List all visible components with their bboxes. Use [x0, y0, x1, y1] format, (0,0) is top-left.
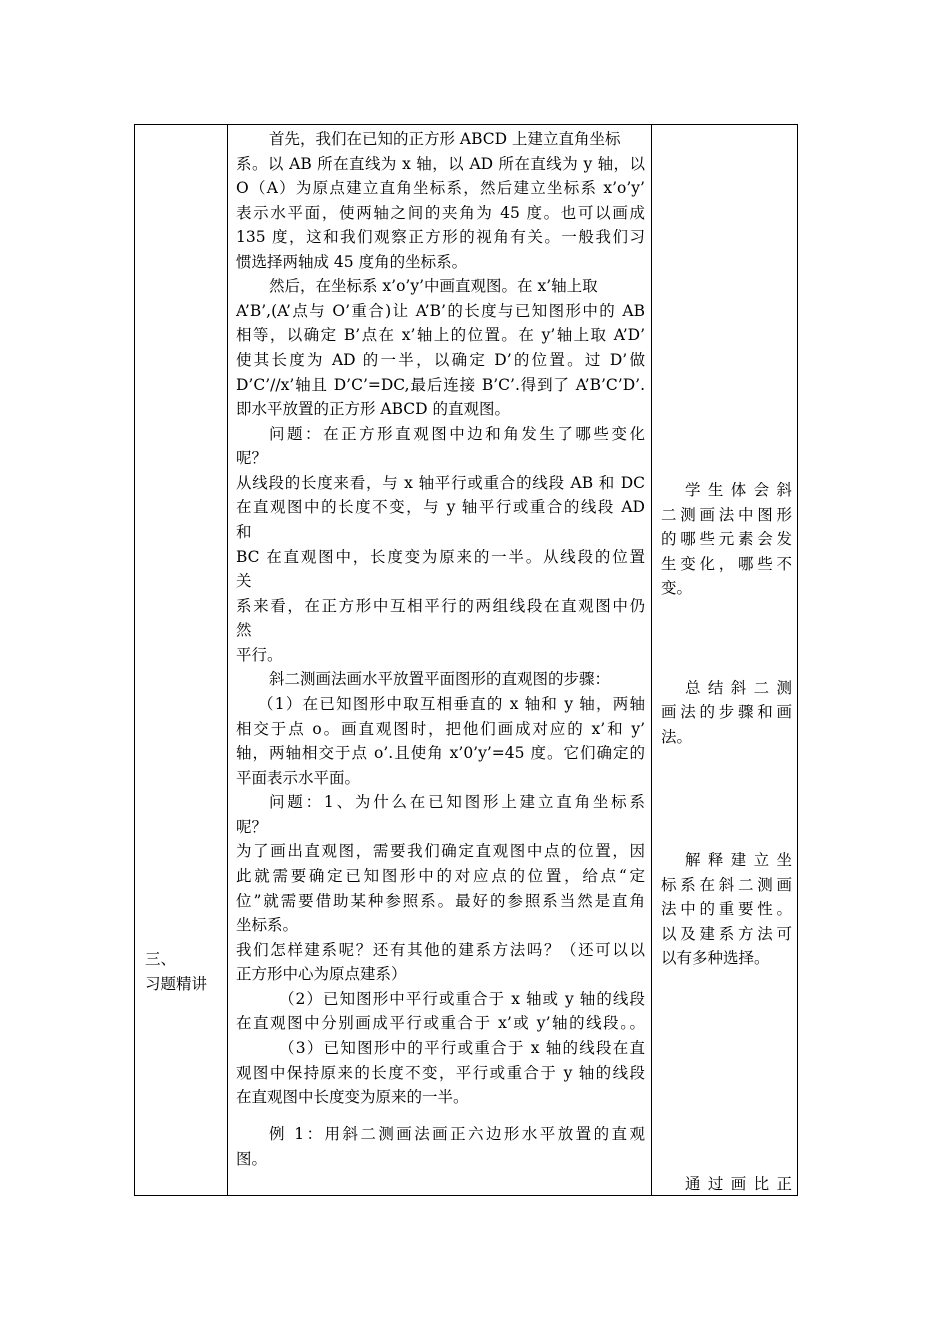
- content-line: 在直观图中分别画成平行或重合于 x’或 y’轴的线段。。: [236, 1014, 645, 1032]
- content-line: 表示水平面，使两轴之间的夹角为 45 度。也可以画成: [236, 204, 645, 222]
- content-cell: [228, 125, 651, 1195]
- lesson-table: [134, 124, 798, 1196]
- content-line: （3）已知图形中的平行或重合于 x 轴的线段在直: [279, 1039, 645, 1057]
- note-line: 的哪些元素会发: [661, 530, 792, 548]
- content-line: 在直观图中长度变为原来的一半。: [236, 1088, 469, 1106]
- content-line: O（A）为原点建立直角坐标系，然后建立坐标系 x’o’y’: [236, 179, 645, 197]
- note-line: 画法的步骤和画: [661, 703, 792, 721]
- note-line: 法。: [661, 728, 693, 746]
- note-line: 以有多种选择。: [661, 949, 770, 967]
- section-number: 三、: [145, 950, 177, 968]
- content-line: 斜二测画法画水平放置平面图形的直观图的步骤：: [269, 670, 611, 688]
- content-line: 然后，在坐标系 x’o’y’中画直观图。在 x’轴上取: [269, 277, 598, 295]
- content-line: 坐标系。: [236, 916, 299, 934]
- content-line: 135 度，这和我们观察正方形的视角有关。一般我们习: [236, 228, 645, 246]
- section-cell: [135, 125, 227, 1195]
- note-line: 法中的重要性。: [661, 900, 792, 918]
- content-line: 平面表示水平面。: [236, 769, 361, 787]
- note-line: 通过画比正: [685, 1175, 792, 1193]
- content-line: 问题：1、为什么在已知图形上建立直角坐标系: [269, 793, 645, 811]
- content-line: 然: [236, 621, 252, 639]
- content-line: 从线段的长度来看，与 x 轴平行或重合的线段 AB 和 DC: [236, 474, 645, 492]
- content-line: 图。: [236, 1150, 268, 1168]
- content-line: 在直观图中的长度不变，与 y 轴平行或重合的线段 AD: [236, 498, 645, 516]
- note-line: 标系在斜二测画: [661, 876, 792, 894]
- content-line: 轴，两轴相交于点 o’.且使角 x’0’y’=45 度。它们确定的: [236, 744, 645, 762]
- content-line: 系。以 AB 所在直线为 x 轴，以 AD 所在直线为 y 轴，以: [236, 155, 645, 173]
- content-line: D’C’//x’轴且 D’C’=DC,最后连接 B’C’.得到了 A’B’C’D’.: [236, 376, 645, 394]
- note-line: 二测画法中图形: [661, 506, 792, 524]
- content-line: 相等，以确定 B’点在 x’轴上的位置。在 y’轴上取 A’D’: [236, 326, 645, 344]
- content-line: 系来看，在正方形中互相平行的两组线段在直观图中仍: [236, 597, 645, 615]
- content-line: 惯选择两轴成 45 度角的坐标系。: [236, 253, 468, 271]
- content-line: 首先，我们在已知的正方形 ABCD 上建立直角坐标: [269, 130, 621, 148]
- content-line: 和: [236, 523, 252, 541]
- note-line: 解释建立坐: [685, 851, 792, 869]
- content-line: （2）已知图形中平行或重合于 x 轴或 y 轴的线段: [279, 990, 645, 1008]
- note-line: 生变化，哪些不: [661, 555, 792, 573]
- content-line: 相交于点 o。画直观图时，把他们画成对应的 x’和 y’: [236, 720, 645, 738]
- content-line: 使其长度为 AD 的一半，以确定 D’的位置。过 D’做: [236, 351, 645, 369]
- content-line: 平行。: [236, 646, 283, 664]
- content-line: 此就需要确定已知图形中的对应点的位置，给点“定: [236, 867, 645, 885]
- content-line: （1）在已知图形中取互相垂直的 x 轴和 y 轴，两轴: [258, 695, 645, 713]
- note-line: 学生体会斜: [685, 481, 792, 499]
- note-line: 变。: [661, 579, 693, 597]
- content-line: 问题：在正方形直观图中边和角发生了哪些变化: [269, 425, 645, 443]
- content-line: 呢？: [236, 818, 268, 836]
- content-line: 呢？: [236, 449, 268, 467]
- content-line: 我们怎样建系呢？还有其他的建系方法吗？（还可以以: [236, 941, 645, 959]
- notes-cell: [652, 125, 798, 1195]
- content-line: 位”就需要借助某种参照系。最好的参照系当然是直角: [236, 892, 645, 910]
- content-line: 正方形中心为原点建系）: [236, 965, 407, 983]
- section-title: 习题精讲: [145, 975, 208, 993]
- content-line: 即水平放置的正方形 ABCD 的直观图。: [236, 400, 511, 418]
- content-line: 观图中保持原来的长度不变，平行或重合于 y 轴的线段: [236, 1064, 645, 1082]
- content-line: 关: [236, 572, 252, 590]
- content-line: A’B’,(A’点与 O’重合)让 A’B’的长度与已知图形中的 AB: [236, 302, 645, 320]
- note-line: 以及建系方法可: [661, 925, 792, 943]
- content-line: 为了画出直观图，需要我们确定直观图中点的位置，因: [236, 842, 645, 860]
- note-line: 总结斜二测: [685, 679, 792, 697]
- content-line: BC 在直观图中，长度变为原来的一半。从线段的位置: [236, 548, 645, 566]
- content-line: 例 1：用斜二测画法画正六边形水平放置的直观: [269, 1125, 645, 1143]
